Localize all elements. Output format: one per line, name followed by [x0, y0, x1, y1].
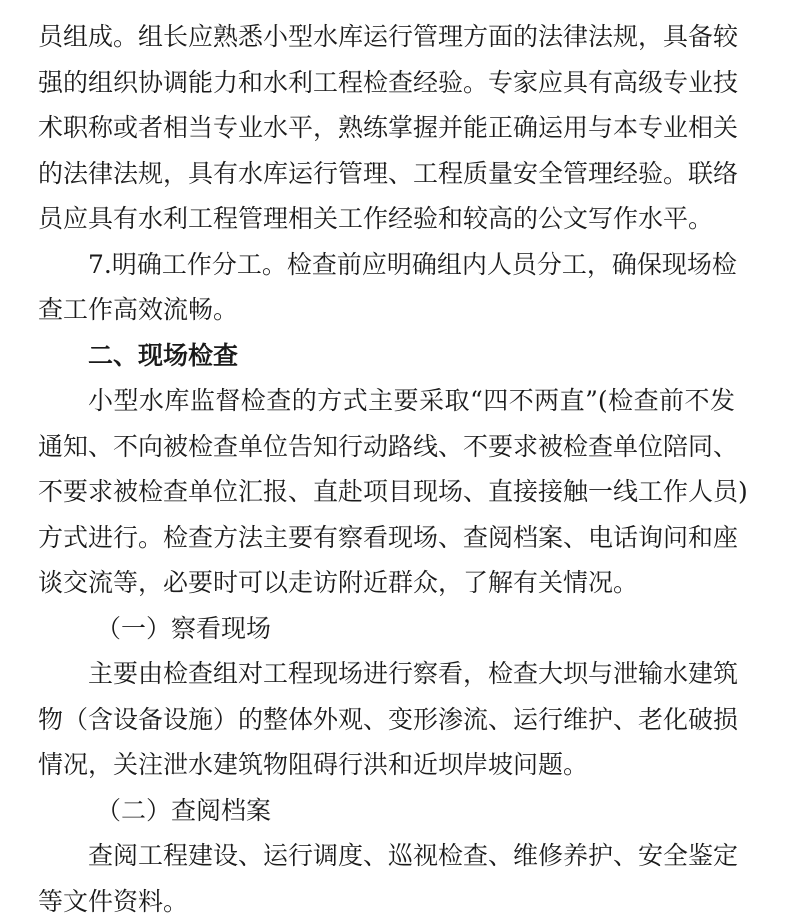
text-line: 查阅工程建设、运行调度、巡视检查、维修养护、安全鉴定 — [38, 833, 735, 879]
text-line: 查工作高效流畅。 — [38, 287, 738, 333]
text-line: 不要求被检查单位汇报、直赴项目现场、直接接触一线工作人员) — [38, 469, 735, 515]
text-line: 通知、不向被检查单位告知行动路线、不要求被检查单位陪同、 — [38, 424, 735, 470]
text-line: 方式进行。检查方法主要有察看现场、查阅档案、电话询问和座 — [38, 515, 735, 561]
section-heading: 二、现场检查 — [38, 333, 738, 379]
text-line: 术职称或者相当专业水平，熟练掌握并能正确运用与本专业相关 — [38, 105, 735, 151]
text-line: 的法律法规，具有水库运行管理、工程质量安全管理经验。联络 — [38, 151, 735, 197]
text-line: 情况，关注泄水建筑物阻碍行洪和近坝岸坡问题。 — [38, 742, 738, 788]
text-line: 员应具有水利工程管理相关工作经验和较高的公文写作水平。 — [38, 196, 738, 242]
text-line: 强的组织协调能力和水利工程检查经验。专家应具有高级专业技 — [38, 60, 735, 106]
text-line: 小型水库监督检查的方式主要采取“四不两直”(检查前不发 — [38, 378, 735, 424]
text-line: 谈交流等，必要时可以走访附近群众，了解有关情况。 — [38, 560, 738, 606]
document-page — [38, 14, 738, 924]
text-line: 等文件资料。 — [38, 879, 738, 924]
text-line: 物（含设备设施）的整体外观、变形渗流、运行维护、老化破损 — [38, 697, 735, 743]
subsection-heading: （二）查阅档案 — [38, 788, 738, 834]
text-line: 主要由检查组对工程现场进行察看，检查大坝与泄输水建筑 — [38, 651, 735, 697]
subsection-heading: （一）察看现场 — [38, 606, 738, 652]
text-line: 员组成。组长应熟悉小型水库运行管理方面的法律法规，具备较 — [38, 14, 735, 60]
text-line: 7.明确工作分工。检查前应明确组内人员分工，确保现场检 — [38, 242, 735, 288]
